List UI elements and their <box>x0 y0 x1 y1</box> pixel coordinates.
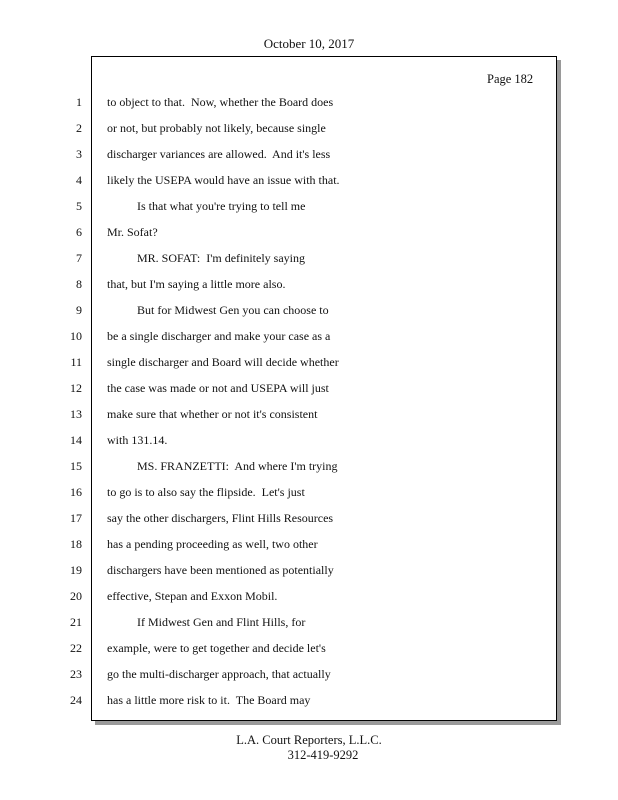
line-text: or not, but probably not likely, because single <box>107 121 326 135</box>
line-number: 7 <box>76 251 82 265</box>
line-text: with 131.14. <box>107 433 168 447</box>
line-number: 4 <box>76 173 82 187</box>
line-number: 15 <box>70 459 82 473</box>
line-number: 13 <box>70 407 82 421</box>
line-text: dischargers have been mentioned as potentially <box>107 563 334 577</box>
line-number: 17 <box>70 511 82 525</box>
line-text: be a single discharger and make your case as a <box>107 329 331 343</box>
line-number: 12 <box>70 381 82 395</box>
footer-phone: 312-419-9292 <box>287 748 359 762</box>
footer-company: L.A. Court Reporters, L.L.C. <box>236 733 382 747</box>
line-number: 21 <box>70 615 82 629</box>
line-text: the case was made or not and USEPA will just <box>107 381 329 395</box>
line-text: discharger variances are allowed. And it's less <box>107 147 331 161</box>
line-number: 23 <box>70 667 82 681</box>
line-text: that, but I'm saying a little more also. <box>107 277 286 291</box>
line-number: 8 <box>76 277 82 291</box>
line-number: 16 <box>70 485 82 499</box>
line-number: 24 <box>70 693 82 707</box>
line-text: to object to that. Now, whether the Board does <box>107 95 334 109</box>
line-number: 11 <box>70 355 82 369</box>
line-text: has a pending proceeding as well, two other <box>107 537 318 551</box>
line-number: 19 <box>70 563 82 577</box>
line-text: single discharger and Board will decide whether <box>107 355 339 369</box>
line-number: 20 <box>70 589 82 603</box>
page-number-label: Page 182 <box>487 72 534 86</box>
line-text: has a little more risk to it. The Board may <box>107 693 311 707</box>
line-text: MR. SOFAT: I'm definitely saying <box>107 251 306 265</box>
line-text: go the multi-discharger approach, that actually <box>107 667 331 681</box>
line-number: 18 <box>70 537 82 551</box>
header-date: October 10, 2017 <box>263 36 355 51</box>
footer <box>0 733 618 763</box>
line-text: to go is to also say the flipside. Let's just <box>107 485 305 499</box>
line-text: Mr. Sofat? <box>107 225 158 239</box>
line-text: effective, Stepan and Exxon Mobil. <box>107 589 278 603</box>
line-number: 5 <box>76 199 82 213</box>
line-number: 9 <box>76 303 82 317</box>
line-number: 14 <box>70 433 82 447</box>
line-text: example, were to get together and decide let's <box>107 641 326 655</box>
line-text: If Midwest Gen and Flint Hills, for <box>107 615 306 629</box>
line-number: 22 <box>70 641 82 655</box>
line-text: likely the USEPA would have an issue with that. <box>107 173 340 187</box>
line-text: But for Midwest Gen you can choose to <box>107 303 329 317</box>
line-number: 1 <box>76 95 82 109</box>
line-number: 2 <box>76 121 82 135</box>
line-number: 6 <box>76 225 82 239</box>
line-number: 3 <box>76 147 82 161</box>
line-text: Is that what you're trying to tell me <box>107 199 306 213</box>
line-number: 10 <box>70 329 82 343</box>
line-text: say the other dischargers, Flint Hills Resources <box>107 511 334 525</box>
line-text: make sure that whether or not it's consistent <box>107 407 318 421</box>
line-text: MS. FRANZETTI: And where I'm trying <box>107 459 338 473</box>
